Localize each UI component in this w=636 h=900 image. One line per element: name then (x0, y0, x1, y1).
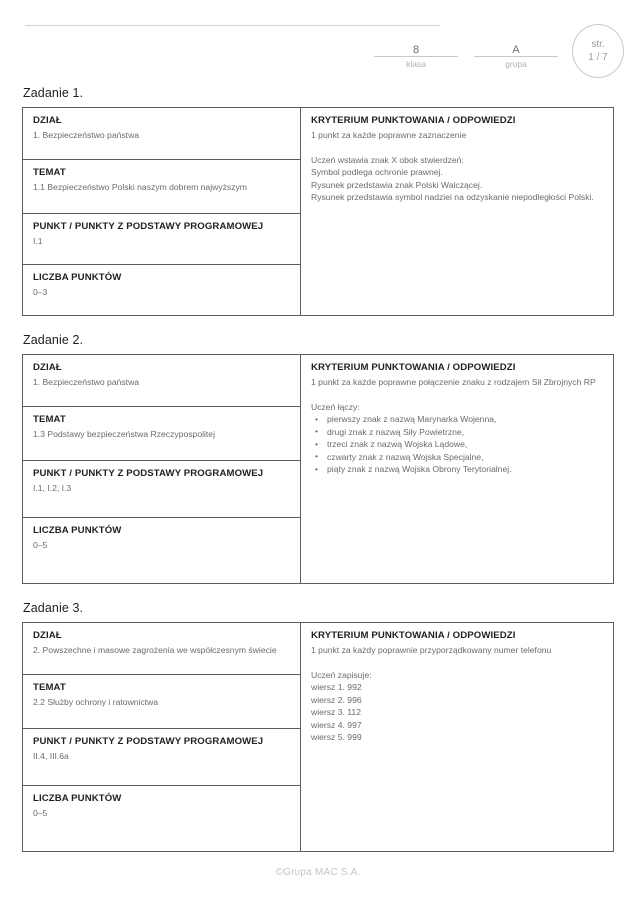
task-2-criterion-bullet: • drugi znak z nazwą Siły Powietrzne, (311, 426, 605, 438)
task-3-punkt-value: II.4, III.6a (33, 751, 69, 761)
task-2-criterion-bullet: • trzeci znak z nazwą Wojska Lądowe, (311, 438, 605, 450)
group-field-label: grupa (505, 59, 527, 69)
task-1-temat-header: TEMAT (33, 167, 66, 178)
task-1-temat-value: 1.1 Bezpieczeństwo Polski naszym dobrem najwyższym (33, 182, 247, 192)
task-2-criterion-column (301, 355, 613, 583)
page-number-badge (572, 24, 624, 78)
task-2-temat-value: 1.3 Podstawy bezpieczeństwa Rzeczypospolitej (33, 429, 215, 439)
task-2-liczba-header: LICZBA PUNKTÓW (33, 525, 122, 536)
page-badge-number: 1 / 7 (588, 52, 608, 63)
task-1-row-punkt (23, 214, 300, 265)
task-3-temat-value: 2.2 Służby ochrony i ratownictwa (33, 697, 159, 707)
task-3-left-column (23, 623, 301, 851)
task-3-row-dzial (23, 623, 300, 675)
task-1-criterion-line: Rysunek przedstawia znak Polski Walczącej. (311, 179, 483, 190)
task-2-row-temat (23, 407, 300, 461)
task-1-row-liczba (23, 265, 300, 315)
task-3-criterion-header: KRYTERIUM PUNKTOWANIA / ODPOWIEDZI (311, 630, 516, 641)
page-footer-copyright: ©Grupa MAC S.A. (275, 867, 361, 878)
class-field-label: klasa (406, 59, 426, 69)
task-3-dzial-value: 2. Powszechne i masowe zagrożenia we współczesnym świecie (33, 645, 277, 655)
class-field-value: 8 (374, 44, 458, 57)
task-1-criterion-line: Symbol podlega ochronie prawnej. (311, 167, 443, 178)
header-divider-rule (25, 25, 440, 26)
task-3-row-temat (23, 675, 300, 729)
task-3-temat-header: TEMAT (33, 682, 66, 693)
task-2-criterion-bullet: • czwarty znak z nazwą Wojska Specjalne, (311, 451, 605, 463)
task-section-1 (22, 86, 614, 316)
task-3-liczba-value: 0–5 (33, 808, 48, 818)
task-2-dzial-header: DZIAŁ (33, 362, 62, 373)
task-table-1 (22, 107, 614, 316)
task-2-left-column (23, 355, 301, 583)
task-table-2 (22, 354, 614, 584)
task-3-punkt-header: PUNKT / PUNKTY Z PODSTAWY PROGRAMOWEJ (33, 736, 264, 747)
task-2-criterion-subtitle: 1 punkt za każde poprawne połączenie znaku z rodzajem Sił Zbrojnych RP (311, 377, 596, 387)
task-1-left-column (23, 108, 301, 315)
task-table-3 (22, 622, 614, 852)
section-spacer (0, 316, 636, 333)
task-3-criterion-line: wiersz 5. 999 (311, 732, 362, 743)
task-2-row-punkt (23, 461, 300, 518)
task-3-criterion-line: wiersz 4. 997 (311, 719, 362, 730)
task-3-criterion-line: wiersz 2. 996 (311, 694, 362, 705)
task-1-liczba-value: 0–3 (33, 287, 48, 297)
section-spacer (0, 584, 636, 601)
page-badge-word: str. (591, 39, 605, 50)
task-title-3: Zadanie 3. (23, 601, 84, 615)
task-3-criterion-line: wiersz 1. 992 (311, 682, 362, 693)
task-2-row-dzial (23, 355, 300, 407)
task-1-dzial-value: 1. Bezpieczeństwo państwa (33, 130, 140, 140)
header-fields (374, 44, 558, 70)
task-3-row-liczba (23, 786, 300, 851)
task-2-punkt-header: PUNKT / PUNKTY Z PODSTAWY PROGRAMOWEJ (33, 468, 264, 479)
task-2-dzial-value: 1. Bezpieczeństwo państwa (33, 377, 140, 387)
task-1-row-dzial (23, 108, 300, 160)
task-2-liczba-value: 0–5 (33, 540, 48, 550)
task-title-2: Zadanie 2. (23, 333, 84, 347)
task-3-criterion-intro: Uczeń zapisuje: (311, 670, 372, 680)
page-header (0, 0, 636, 86)
task-1-criterion-line: Rysunek przedstawia symbol nadziei na odzyskanie niepodległości Polski. (311, 192, 594, 203)
task-2-row-liczba (23, 518, 300, 583)
task-1-liczba-header: LICZBA PUNKTÓW (33, 272, 122, 283)
task-3-dzial-header: DZIAŁ (33, 630, 62, 641)
task-2-criterion-header: KRYTERIUM PUNKTOWANIA / ODPOWIEDZI (311, 362, 516, 373)
task-1-dzial-header: DZIAŁ (33, 115, 62, 126)
task-1-criterion-intro: Uczeń wstawia znak X obok stwierdzeń: (311, 155, 464, 165)
task-2-criterion-bullet: • pierwszy znak z nazwą Marynarka Wojenna, (311, 413, 605, 425)
task-2-punkt-value: I.1, I.2, I.3 (33, 483, 72, 493)
class-field[interactable] (374, 44, 458, 70)
task-3-row-punkt (23, 729, 300, 786)
task-3-criterion-subtitle: 1 punkt za każdy poprawnie przyporządkowany numer telefonu (311, 645, 552, 655)
task-2-temat-header: TEMAT (33, 414, 66, 425)
task-section-3 (22, 601, 614, 852)
task-1-criterion-header: KRYTERIUM PUNKTOWANIA / ODPOWIEDZI (311, 115, 516, 126)
task-1-punkt-value: I.1 (33, 236, 43, 246)
task-1-row-temat (23, 160, 300, 214)
task-2-criterion-bullet: • piąty znak z nazwą Wojska Obrony Terytorialnej. (311, 463, 605, 475)
task-3-criterion-column (301, 623, 613, 851)
group-field-value: A (474, 44, 558, 57)
task-1-punkt-header: PUNKT / PUNKTY Z PODSTAWY PROGRAMOWEJ (33, 221, 264, 232)
task-section-2 (22, 333, 614, 584)
task-1-criterion-column (301, 108, 613, 315)
task-3-criterion-line: wiersz 3. 112 (311, 707, 361, 718)
task-3-liczba-header: LICZBA PUNKTÓW (33, 793, 122, 804)
task-1-criterion-subtitle: 1 punkt za każde poprawne zaznaczenie (311, 130, 467, 140)
task-title-1: Zadanie 1. (23, 86, 84, 100)
task-2-criterion-intro: Uczeń łączy: (311, 402, 360, 412)
group-field[interactable] (474, 44, 558, 70)
